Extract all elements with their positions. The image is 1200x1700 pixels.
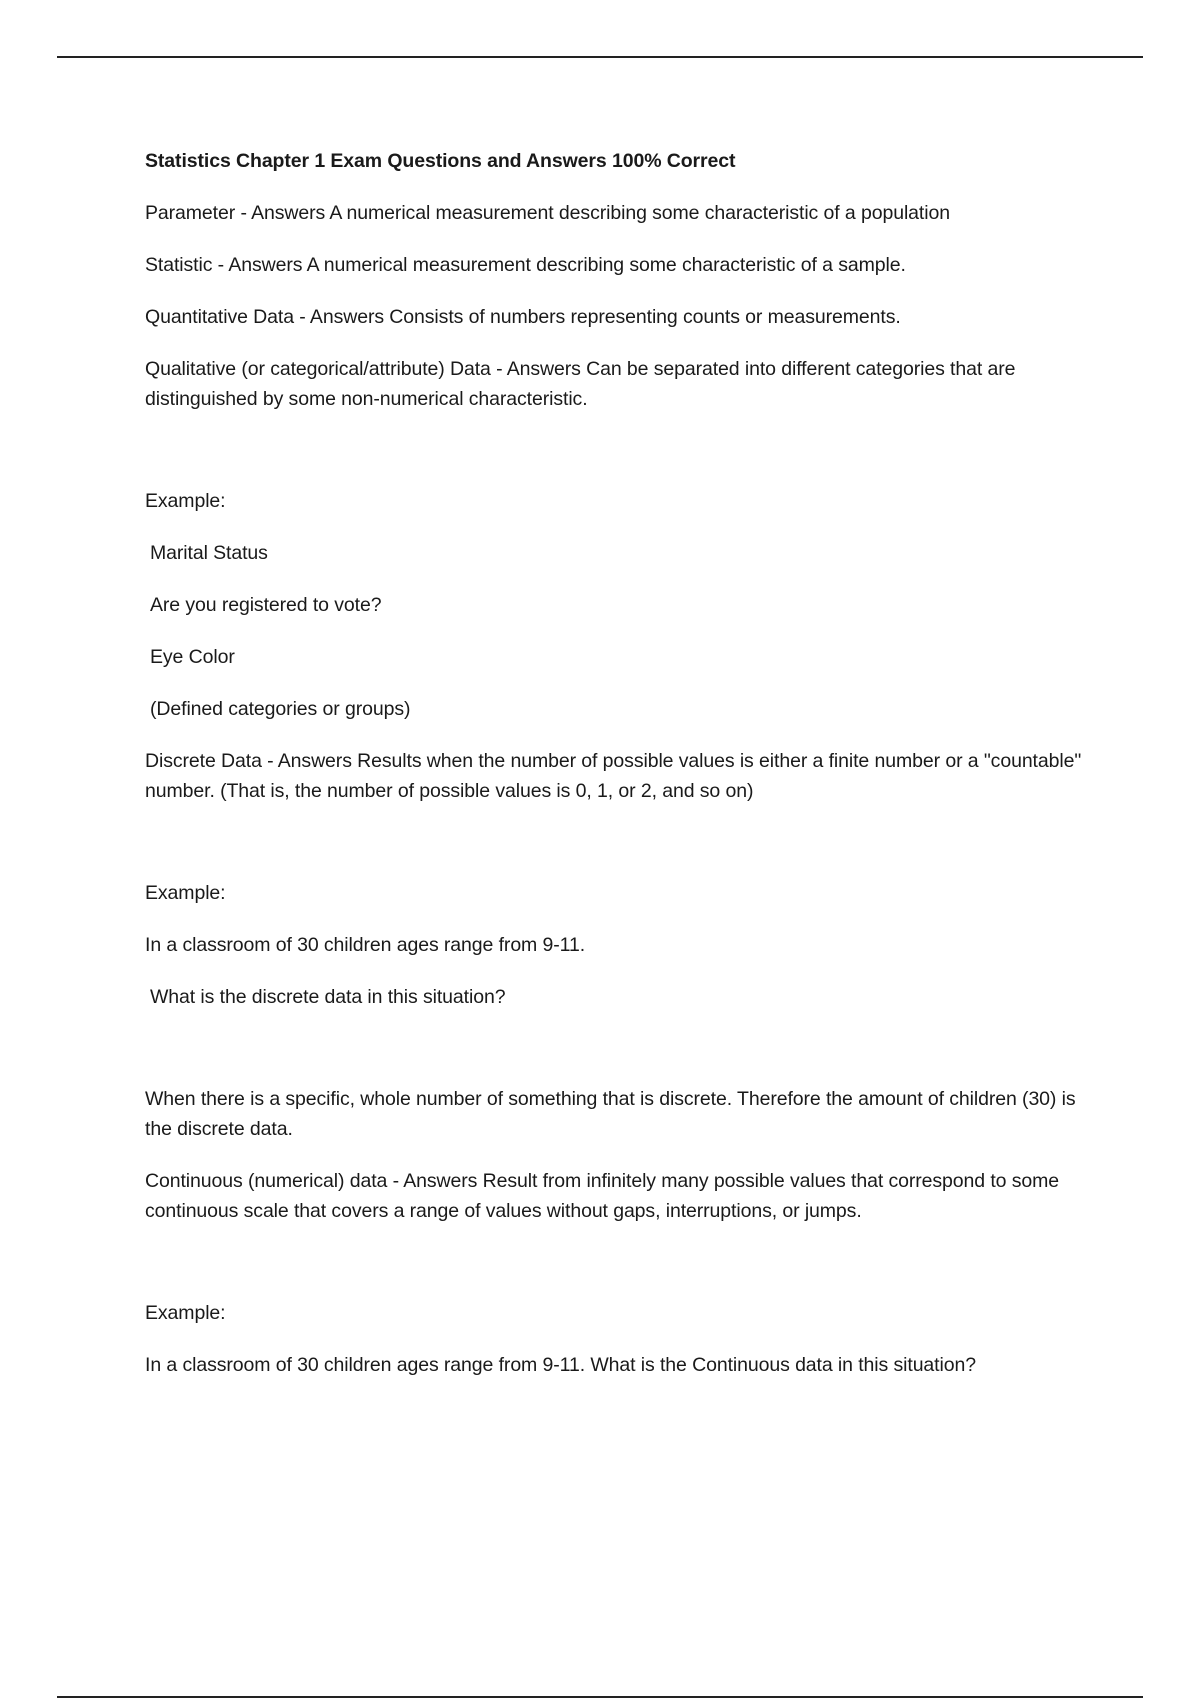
example-label-1: Example: <box>145 490 226 512</box>
example-label-2: Example: <box>145 882 226 904</box>
example-classroom-1: In a classroom of 30 children ages range from 9-11. <box>145 934 586 956</box>
example-item-marital: Marital Status <box>150 542 268 564</box>
paragraph-discrete: Discrete Data - Answers Results when the number of possible values is either a finite number or a "countable" number. (That is, the number of possible values is 0, 1, or 2, and so on) <box>145 750 1082 802</box>
example-item-eye-color: Eye Color <box>150 646 235 668</box>
example-label-3: Example: <box>145 1302 226 1324</box>
example-classroom-2: In a classroom of 30 children ages range from 9-11. What is the Continuous data in this situation? <box>145 1354 976 1376</box>
paragraph-qualitative: Qualitative (or categorical/attribute) Data - Answers Can be separated into different categories that are distinguished by some non-numerical characteristic. <box>145 358 1016 410</box>
paragraph-discrete-answer: When there is a specific, whole number of something that is discrete. Therefore the amount of children (30) is the discrete data. <box>145 1088 1076 1140</box>
document-title: Statistics Chapter 1 Exam Questions and Answers 100% Correct <box>145 150 736 172</box>
example-item-defined: (Defined categories or groups) <box>150 698 411 720</box>
footer-rule <box>57 1696 1143 1698</box>
header-rule <box>57 56 1143 58</box>
example-item-registered: Are you registered to vote? <box>150 594 382 616</box>
paragraph-parameter: Parameter - Answers A numerical measurement describing some characteristic of a population <box>145 202 950 224</box>
paragraph-continuous: Continuous (numerical) data - Answers Result from infinitely many possible values that correspond to some continuous scale that covers a range of values without gaps, interruptions, or jumps. <box>145 1170 1060 1222</box>
example-discrete-question: What is the discrete data in this situation? <box>150 986 506 1008</box>
paragraph-statistic: Statistic - Answers A numerical measurement describing some characteristic of a sample. <box>145 254 906 276</box>
document-body <box>145 146 1085 1402</box>
paragraph-quantitative: Quantitative Data - Answers Consists of numbers representing counts or measurements. <box>145 306 901 328</box>
